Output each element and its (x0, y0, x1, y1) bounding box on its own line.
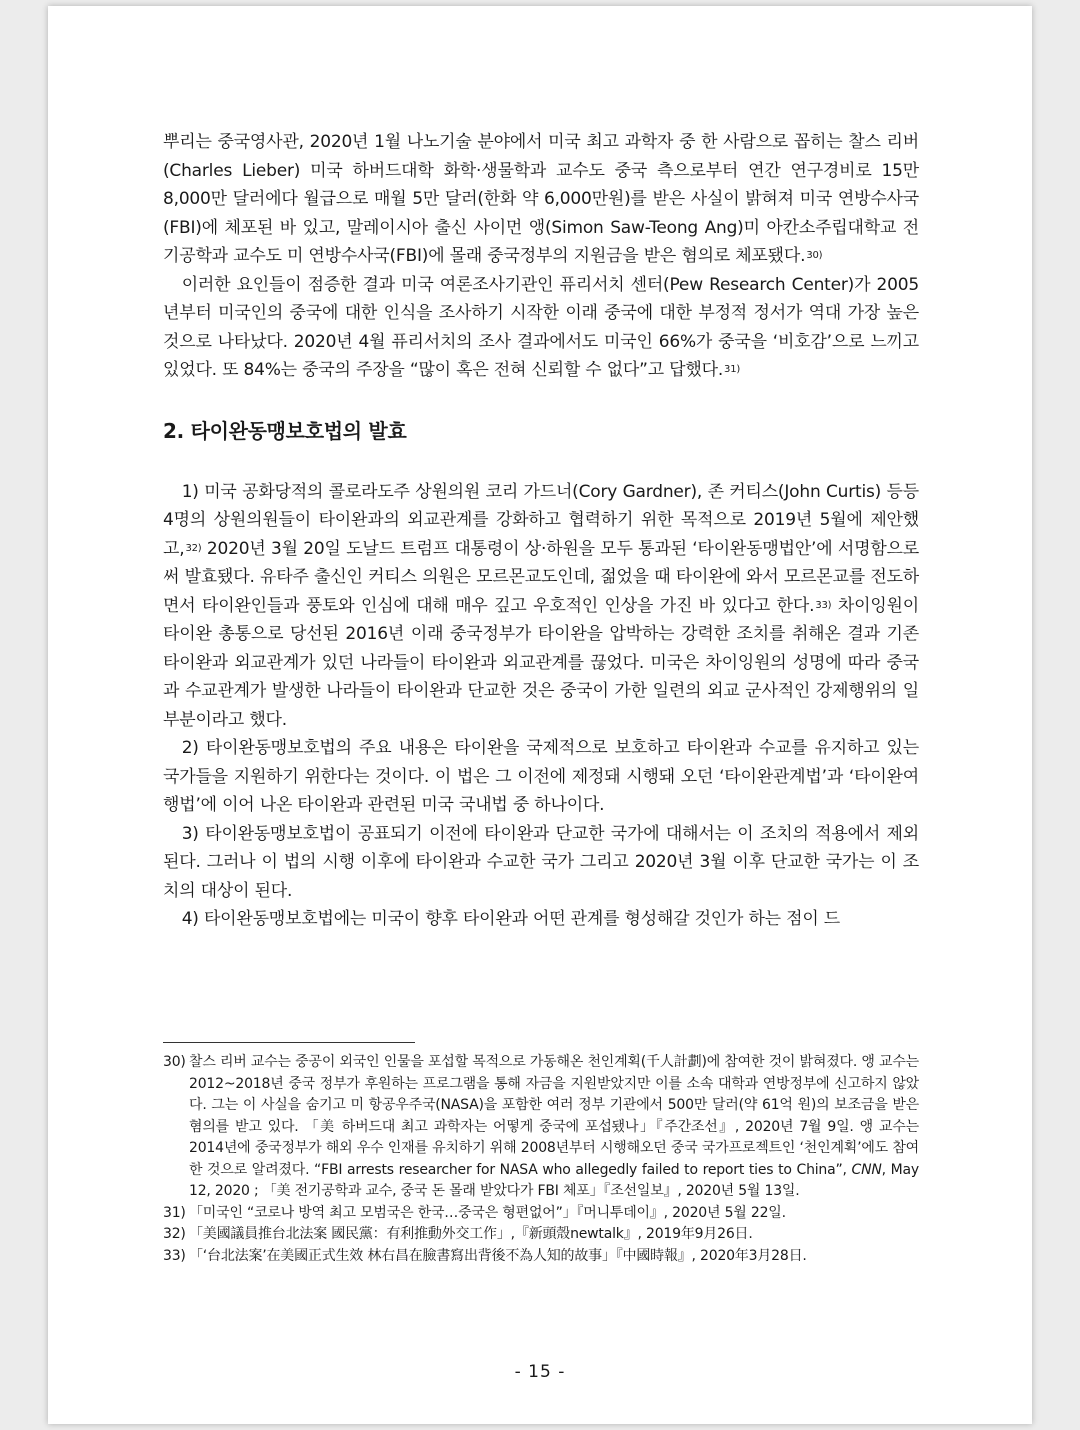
page-number: - 15 - (514, 1362, 566, 1382)
paragraph-lieber-case: 뿌리는 중국영사관, 2020년 1월 나노기술 분야에서 미국 최고 과학자 중 한 사람으로 꼽히는 찰스 리버(Charles Lieber) 미국 하버드대학 화학·생물학과 교수도 중국 측으로부터 연간 연구경비로 15만 8,000만 달러에다 월급으로 매월 5만 달러(한화 약 6,000만원)를 받은 사실이 밝혀져 미국 연방수사국(FBI)에 체포된 바 있고, 말레이시아 출신 사이먼 앵(Simon Saw-Teong Ang)미 아칸소주립대학교 전기공학과 교수도 미 연방수사국(FBI)에 몰래 중국정부의 지원금을 받은 혐의로 체포됐다.$^{30)}$ (163, 132, 919, 266)
document-page (48, 6, 1032, 1424)
section-heading: 2. 타이완동맹보호법의 발효 (163, 418, 407, 443)
footnote-32 (163, 1224, 919, 1246)
footnote-33 (163, 1246, 919, 1268)
footnote-number: 30) (163, 1054, 186, 1070)
footnote-ref-30[interactable]: 30) (806, 250, 823, 261)
footnotes (163, 1052, 919, 1267)
paragraph-point-4: 4) 타이완동맹보호법에는 미국이 향후 타이완과 어떤 관계를 형성해갈 것인가 하는 점이 드 (181, 909, 840, 929)
footnote-31 (163, 1203, 919, 1225)
main-text (163, 128, 919, 934)
footnote-text: 「미국인 “코로나 방역 최고 모범국은 한국…중국은 형편없어”」『머니투데이』, 2020년 5월 22일. (189, 1204, 786, 1221)
footnote-number: 31) (163, 1204, 186, 1221)
footnote-number: 33) (163, 1247, 186, 1264)
footnote-ref-31[interactable]: 31) (724, 364, 741, 375)
footnote-number: 32) (163, 1226, 186, 1242)
footnote-divider (163, 1042, 415, 1043)
footnote-ref-33[interactable]: 33) (815, 599, 832, 611)
paragraph-point-3: 3) 타이완동맹보호법이 공표되기 이전에 타이완과 단교한 국가에 대해서는 이 조치의 적용에서 제외된다. 그러나 이 법의 시행 이후에 타이완과 수교한 국가 그리고 2020년 3월 이후 단교한 국가는 이 조치의 대상이 된다. (163, 823, 919, 901)
cnn-source: CNN (851, 1161, 882, 1178)
paragraph-pew-survey: 이러한 요인들이 점증한 결과 미국 여론조사기관인 퓨리서치 센터(Pew Research Center)가 2005년부터 미국인의 중국에 대한 인식을 조사하기 시작한 이래 중국에 대한 부정적 정서가 역대 가장 높은 것으로 나타났다. 2020년 4월 퓨리서치의 조사 결과에서도 미국인 66%가 중국을 ‘비호감’으로 느끼고 있었다. 또 84%는 중국의 주장을 “많이 혹은 전혀 신뢰할 수 없다”고 답했다.$^{31)}$ (163, 274, 919, 380)
footnote-30 (163, 1052, 919, 1203)
footnote-text: 「美國議員推台北法案 國民黨：有利推動外交工作」,『新頭殼newtalk』, 2019年9月26日. (189, 1226, 753, 1242)
footnote-text: 「‘台北法案’在美國正式生效 林右昌在臉書寫出背後不為人知的故事」『中國時報』, 2020年3月28日. (189, 1247, 807, 1264)
footnote-text: 찰스 리버 교수는 중공이 외국인 인물을 포섭할 목적으로 가동해온 천인계획(千人計劃)에 참여한 것이 밝혀졌다. 앵 교수는 2012~2018년 중국 정부가 후원하는 프로그램을 통해 자금을 지원받았지만 이를 소속 대학과 연방정부에 신고하지 않았다. 그는 이 사실을 숨기고 미 항공우주국(NASA)을 포함한 여러 정부 기관에서 500만 달러(약 61억 원)의 보조금을 받은 혐의를 받고 있다. 「美 하버드대 최고 과학자는 어떻게 중국에 포섭됐나」『주간조선』, 2020년 7월 9일. 앵 교수는 2014년에 중국정부가 해외 우수 인재를 유치하기 위해 2008년부터 시행해오던 중국 국가프로젝트인 ‘천인계획’에도 참여한 것으로 알려졌다. “FBI arrests researcher for NASA who allegedly failed to report ties to China”, CNN, May 12, 2020 ; 「美 전기공학과 교수, 중국 돈 몰래 받았다가 FBI 체포」『조선일보』, 2020년 5월 13일. (189, 1054, 919, 1199)
paragraph-point-1: 1) 미국 공화당적의 콜로라도주 상원의원 코리 가드너(Cory Gardner), 존 커티스(John Curtis) 등등 4명의 상원의원들이 타이완과의 외교관계를 강화하고 협력하기 위한 목적으로 2019년 5월에 제안했고,$^{32)}$ 2020년 3월 20일 도날드 트럼프 대통령이 상·하원을 모두 통과된 ‘타이완동맹법안’에 서명함으로써 발효됐다. 유타주 출신인 커티스 의원은 모르몬교도인데, 젊었을 때 타이완에 와서 모르몬교를 전도하면서 타이완인들과 풍토와 인심에 대해 매우 깊고 우호적인 인상을 가진 바 있다고 한다.$^{33)}$ 차이잉원이 타이완 총통으로 당선된 2016년 이래 중국정부가 타이완을 압박하는 강력한 조치를 취해온 결과 기존 타이완과 외교관계가 있던 나라들이 타이완과 외교관계를 끊었다. 미국은 차이잉원의 성명에 따라 중국과 수교관계가 발생한 나라들이 타이완과 단교한 것은 중국이 가한 일련의 외교 군사적인 강제행위의 일부분이라고 했다. (163, 481, 919, 730)
paragraph-point-2: 2) 타이완동맹보호법의 주요 내용은 타이완을 국제적으로 보호하고 타이완과 수교를 유지하고 있는 국가들을 지원하기 위한다는 것이다. 이 법은 그 이전에 제정돼 시행돼 오던 ‘타이완관계법’과 ‘타이완여행법’에 이어 나온 타이완과 관련된 미국 국내법 중 하나이다. (163, 738, 919, 815)
footnote-ref-32[interactable]: 32) (185, 542, 202, 554)
